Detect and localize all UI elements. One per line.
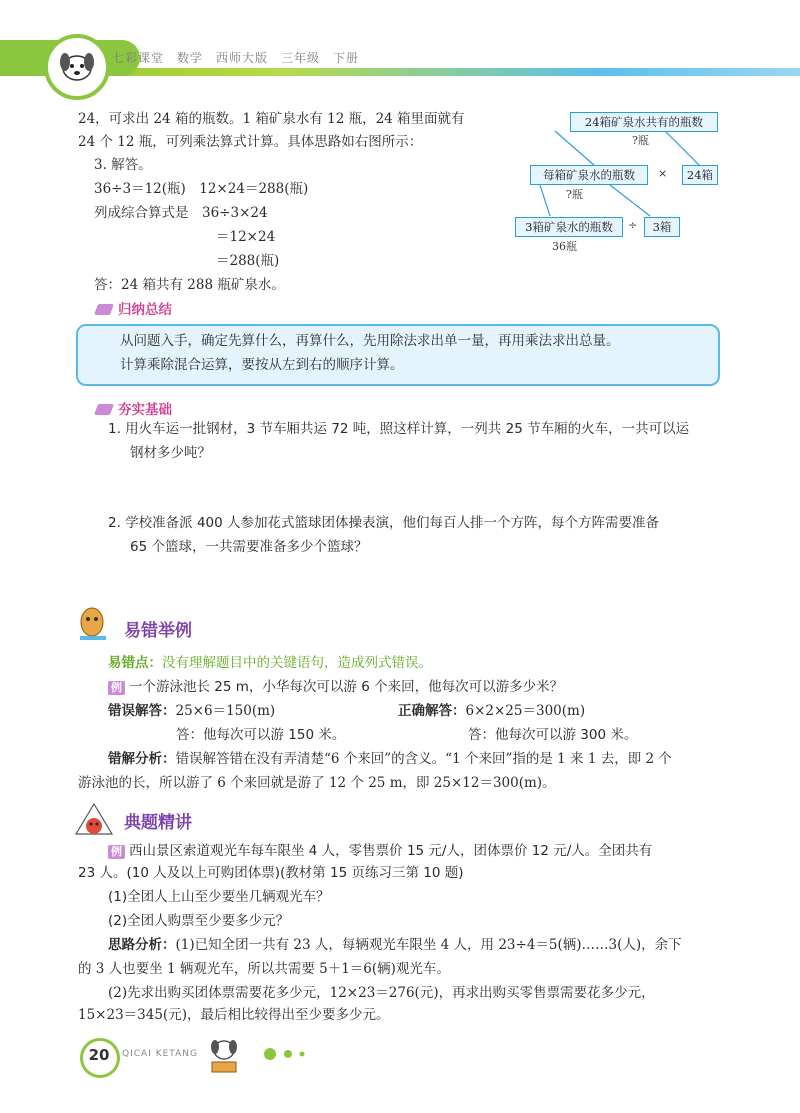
basics-tag: 夯实基础: [96, 398, 172, 418]
diagram-connectors: [510, 110, 730, 270]
classic-example-line-1: 例 西山景区索道观光车每车限坐 4 人，零售票价 15 元/人，团体票价 12 元/人。全团共有: [108, 842, 652, 860]
correct-solution: 正确解答：6×2×25＝300(m): [398, 703, 586, 719]
sub-question-1: (1)全团人上山至少要坐几辆观光车？: [108, 889, 330, 905]
intro-line-2: 24 个 12 瓶，可列乘法算式计算。具体思路如右图所示：: [78, 134, 423, 150]
idea-line-4: 15×23＝345(元)，最后相比较得出至少要多少元。: [78, 1007, 390, 1023]
answer-line: 答：24 箱共有 288 瓶矿泉水。: [94, 277, 285, 293]
calc-line: 36÷3＝12(瓶) 12×24＝288(瓶): [94, 181, 309, 197]
footer-brand: QICAI KETANG: [122, 1049, 198, 1059]
mascot-egg-icon: [74, 604, 114, 644]
mascot-dog-icon: [44, 34, 110, 100]
mascot-apple-icon: [74, 800, 116, 840]
book-title: 七彩课堂 数学 西师大版 三年级 下册: [112, 51, 360, 65]
diagram-box-3: 3箱: [644, 217, 680, 237]
analysis-line-2: 游泳池的长，所以游了 6 个来回就是游了 12 个 25 m，即 25×12＝300(m)。: [78, 775, 556, 791]
question-2-line-2: 65 个篮球，一共需要准备多少个篮球？: [130, 539, 368, 555]
summary-line-1: 从问题入手，确定先算什么，再算什么，先用除法求出单一量，再用乘法求出总量。: [120, 333, 620, 349]
question-2-line-1: 2. 学校准备派 400 人参加花式篮球团体操表演，他们每百人排一个方阵，每个方阵需要准备: [108, 515, 660, 531]
diagram-divide: ÷: [628, 219, 638, 232]
footer-dots-icon: [262, 1046, 332, 1062]
diagram-times: ×: [658, 167, 668, 180]
idea-line-3: (2)先求出购买团体票需要花多少元，12×23＝276(元)，再求出购买零售票需要花多少元，: [108, 985, 655, 1001]
diagram-box-per-box: 每箱矿泉水的瓶数: [530, 165, 648, 185]
footer-mascot-icon: [200, 1030, 250, 1080]
combined-step-2: ＝12×24: [216, 229, 276, 245]
mistake-example: 例 一个游泳池长 25 m，小华每次可以游 6 个来回，他每次可以游多少米？: [108, 678, 563, 696]
intro-line-1: 24，可求出 24 箱的瓶数。1 箱矿泉水有 12 瓶，24 箱里面就有: [78, 111, 465, 127]
diagram-unknown-1: ?瓶: [632, 134, 649, 147]
summary-tag: 归纳总结: [96, 298, 172, 318]
mistake-point: 易错点：没有理解题目中的关键语句，造成列式错误。: [108, 655, 432, 671]
step-heading: 3. 解答。: [94, 157, 152, 173]
pencil-icon: [94, 404, 114, 415]
wrong-solution: 错误解答：25×6＝150(m): [108, 703, 276, 719]
analysis-line-1: 错解分析：错误解答错在没有弄清楚“6 个来回”的含义。“1 个来回”指的是 1 来 1 去，即 2 个: [108, 751, 672, 767]
mistakes-heading: 易错举例: [124, 621, 192, 641]
diagram-unknown-2: ?瓶: [566, 188, 583, 201]
classic-example-line-2: 23 人。(10 人及以上可购团体票)(教材第 15 页练习三第 10 题): [78, 865, 464, 881]
question-1-line-2: 钢材多少吨？: [130, 445, 211, 461]
wrong-answer: 答：他每次可以游 150 米。: [176, 727, 346, 743]
diagram-box-3-boxes: 3箱矿泉水的瓶数: [515, 217, 623, 237]
pencil-icon: [94, 304, 114, 315]
sub-question-2: (2)全团人购票至少要多少元？: [108, 913, 290, 929]
diagram-box-total: 24箱矿泉水共有的瓶数: [570, 112, 718, 132]
diagram-box-24: 24箱: [682, 165, 718, 185]
idea-line-1: 思路分析：(1)已知全团一共有 23 人，每辆观光车限坐 4 人，用 23÷4＝5(辆)……3(人)，余下: [108, 937, 682, 953]
idea-line-2: 的 3 人也要坐 1 辆观光车，所以共需要 5＋1＝6(辆)观光车。: [78, 961, 450, 977]
classic-heading: 典题精讲: [124, 813, 192, 833]
combined-step-3: ＝288(瓶): [216, 253, 280, 269]
example-badge: 例: [108, 681, 125, 695]
combined-formula: 列成综合算式是 36÷3×24: [94, 205, 268, 221]
summary-line-2: 计算乘除混合运算，要按从左到右的顺序计算。: [120, 357, 404, 373]
question-1-line-1: 1. 用火车运一批钢材，3 节车厢共运 72 吨，照这样计算，一列共 25 节车厢的火车，一共可以运: [108, 421, 690, 437]
example-badge: 例: [108, 845, 125, 859]
correct-answer: 答：他每次可以游 300 米。: [468, 727, 638, 743]
diagram-36-bottles: 36瓶: [552, 240, 577, 253]
page-number: 20: [88, 1046, 110, 1064]
